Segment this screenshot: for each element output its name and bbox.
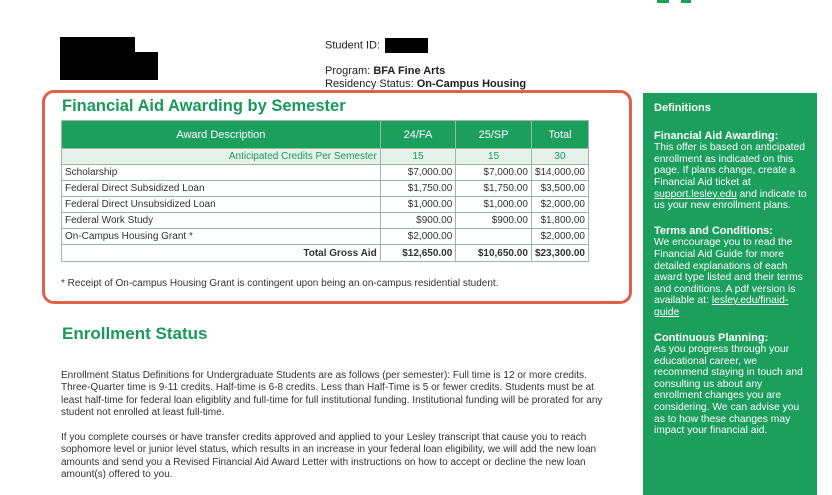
award-desc: On-Campus Housing Grant * (62, 229, 381, 245)
award-desc: Federal Work Study (62, 213, 381, 229)
sidebar-title: Definitions (654, 102, 711, 114)
total-label: Total Gross Aid (62, 245, 381, 262)
award-desc: Federal Direct Unsubsidized Loan (62, 197, 381, 213)
award-fa: $1,000.00 (380, 197, 456, 213)
finaid-guide-link[interactable]: lesley.edu/finaid-guide (654, 295, 789, 318)
awarding-text-1: This offer is based on anticipated enrollment as indicated on this page. If plans change, create a Financial Aid ticket at (654, 142, 805, 188)
enrollment-title: Enrollment Status (62, 324, 208, 343)
redacted-student-id (385, 38, 428, 53)
table-row (62, 229, 589, 245)
awarding-title: Financial Aid Awarding by Semester (62, 97, 346, 115)
table-row (62, 181, 589, 197)
top-green-mark-2 (681, 0, 691, 3)
col-25sp: 25/SP (456, 121, 532, 149)
terms-heading: Terms and Conditions: (654, 224, 773, 237)
terms-definition (654, 226, 807, 319)
award-total: $2,000.00 (531, 197, 588, 213)
enrollment-transfer-paragraph: If you complete courses or have transfer credits approved and applied to your Lesley transcript that cause you to reach sophomore level or junior level status, which results in an increase in your federal loan eligibility, we will add the new loan amounts and send you a Revised Financial Aid Award Letter with instructions on how to accept or decline the new loan amount(s) offered to you. (61, 432, 597, 480)
table-header-row (62, 121, 589, 149)
awarding-text-2: and indicate to us your new enrollment plans. (654, 188, 807, 212)
award-fa: $7,000.00 (380, 165, 456, 181)
credits-label: Anticipated Credits Per Semester (62, 149, 381, 165)
award-total: $3,500.00 (531, 181, 588, 197)
award-total: $2,000.00 (531, 229, 588, 245)
planning-definition (654, 333, 807, 437)
planning-text: As you progress through your educational career, we recommend staying in touch and consulting us about any enrollment changes you are considering. We can advise you as to how these changes may impact your financial aid. (654, 344, 803, 437)
student-id-label: Student ID: (325, 39, 381, 52)
award-total: $14,000.00 (531, 165, 588, 181)
award-sp: $900.00 (456, 213, 532, 229)
student-id-line (325, 38, 428, 53)
definitions-sidebar (643, 93, 817, 495)
credits-fa: 15 (380, 149, 456, 165)
credits-total: 30 (531, 149, 588, 165)
program-label: Program: (325, 65, 371, 77)
housing-grant-footnote: * Receipt of On-campus Housing Grant is contingent upon being an on-campus residential student. (61, 278, 499, 289)
credits-row (62, 149, 589, 165)
residency-value: On-Campus Housing (416, 78, 527, 90)
terms-text (654, 237, 807, 318)
program-line (325, 65, 445, 77)
award-fa: $900.00 (380, 213, 456, 229)
residency-line (325, 78, 526, 90)
awarding-table (61, 120, 589, 262)
total-fa: $12,650.00 (380, 245, 456, 262)
awarding-text (654, 142, 807, 212)
enrollment-definitions-paragraph: Enrollment Status Definitions for Undergraduate Students are as follows (per semester): Full time is 12 or more credits. Three-Quarter time is 9-11 credits. Half-time is 6-8 credits. Less than Half-Time is 5 or fewer credits. Students must be at least half-time for federal loan eligiblity and full-time for full institutional funding. Institutional funding will be prorated for any student not enrolled at least full-time. (61, 370, 603, 418)
table-row (62, 165, 589, 181)
award-desc: Scholarship (62, 165, 381, 181)
redacted-address-block (60, 52, 158, 80)
award-sp: $1,000.00 (456, 197, 532, 213)
credits-sp: 15 (456, 149, 532, 165)
award-sp: $7,000.00 (456, 165, 532, 181)
terms-text-body: We encourage you to read the Financial Aid Guide for more detailed explanations of each award type listed and their terms and conditions. A pdf version is available at: (654, 237, 803, 307)
col-24fa: 24/FA (380, 121, 456, 149)
award-total: $1,800.00 (531, 213, 588, 229)
awarding-heading: Financial Aid Awarding: (654, 129, 779, 142)
award-desc: Federal Direct Subsidized Loan (62, 181, 381, 197)
award-sp: $1,750.00 (456, 181, 532, 197)
col-total: Total (531, 121, 588, 149)
awarding-definition (654, 131, 807, 212)
residency-label: Residency Status: (325, 78, 414, 90)
award-fa: $2,000.00 (380, 229, 456, 245)
award-sp (456, 229, 532, 245)
table-row (62, 213, 589, 229)
table-row (62, 197, 589, 213)
support-link[interactable]: support.lesley.edu (654, 188, 737, 200)
total-row (62, 245, 589, 262)
total-total: $23,300.00 (531, 245, 588, 262)
top-green-mark-1 (657, 0, 669, 3)
program-value: BFA Fine Arts (373, 65, 446, 77)
total-sp: $10,650.00 (456, 245, 532, 262)
award-fa: $1,750.00 (380, 181, 456, 197)
col-award-description: Award Description (62, 121, 381, 149)
planning-heading: Continuous Planning: (654, 331, 769, 344)
